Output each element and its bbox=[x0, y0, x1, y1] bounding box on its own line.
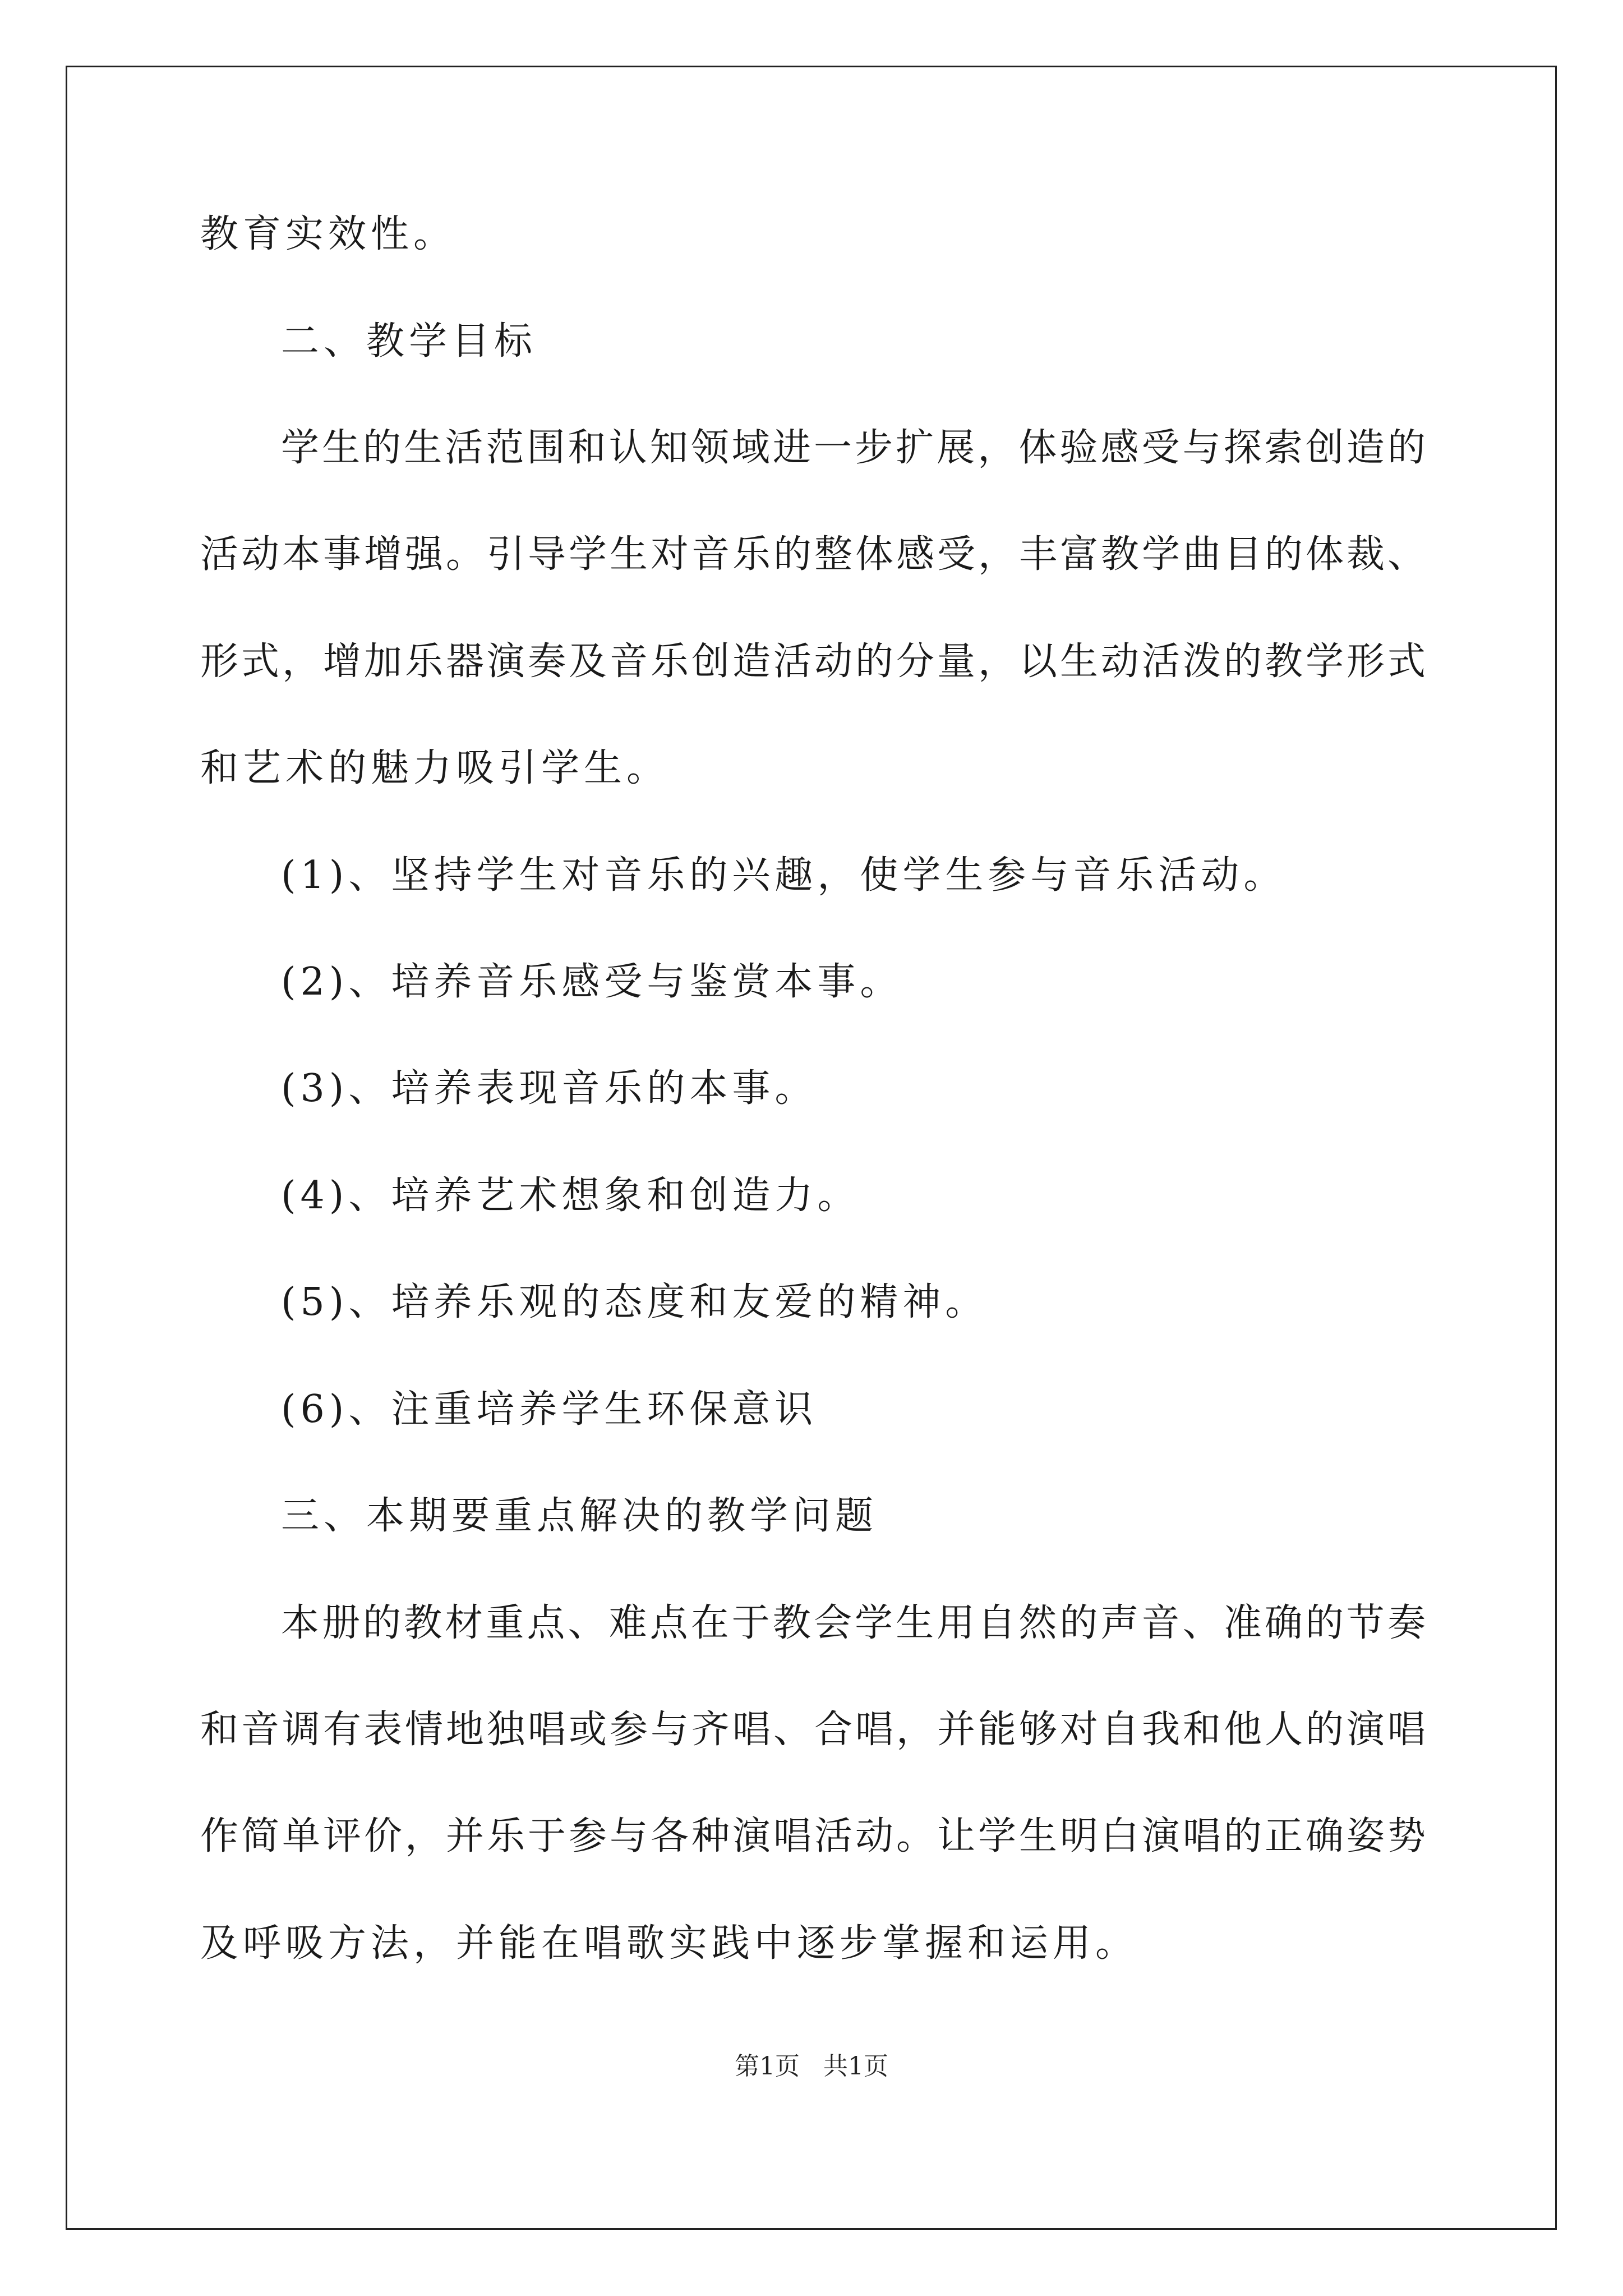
page-total: 共1页 bbox=[823, 2052, 888, 2081]
page-number: 第1页 bbox=[735, 2052, 800, 2081]
list-item: (2)、培养音乐感受与鉴赏本事。 bbox=[281, 960, 903, 1004]
text-line: 学生的生活范围和认知领域进一步扩展，体验感受与探索创造的 bbox=[281, 426, 1426, 470]
text-line: 活动本事增强。引导学生对音乐的整体感受，丰富教学曲目的体裁、 bbox=[200, 532, 1426, 577]
text-line: 和音调有表情地独唱或参与齐唱、合唱，并能够对自我和他人的演唱 bbox=[200, 1708, 1426, 1752]
text-line: 教育实效性。 bbox=[200, 212, 457, 256]
page-border bbox=[66, 66, 1557, 2230]
list-item: (4)、培养艺术想象和创造力。 bbox=[281, 1174, 860, 1218]
list-item: (6)、注重培养学生环保意识 bbox=[281, 1387, 818, 1432]
text-line: 本册的教材重点、难点在于教会学生用自然的声音、准确的节奏 bbox=[281, 1601, 1426, 1645]
text-line: 和艺术的魅力吸引学生。 bbox=[200, 746, 670, 790]
list-item: (5)、培养乐观的态度和友爱的精神。 bbox=[281, 1280, 988, 1324]
list-item: (1)、坚持学生对音乐的兴趣，使学生参与音乐活动。 bbox=[281, 853, 1287, 898]
text-line: 及呼吸方法，并能在唱歌实践中逐步掌握和运用。 bbox=[200, 1921, 1138, 1966]
list-item: (3)、培养表现音乐的本事。 bbox=[281, 1066, 818, 1111]
section-heading: 二、教学目标 bbox=[281, 319, 537, 364]
page-footer bbox=[0, 2050, 1623, 2083]
text-line: 作简单评价，并乐于参与各种演唱活动。让学生明白演唱的正确姿势 bbox=[200, 1814, 1426, 1858]
section-heading: 三、本期要重点解决的教学问题 bbox=[281, 1494, 878, 1538]
text-line: 形式，增加乐器演奏及音乐创造活动的分量，以生动活泼的教学形式 bbox=[200, 639, 1426, 684]
